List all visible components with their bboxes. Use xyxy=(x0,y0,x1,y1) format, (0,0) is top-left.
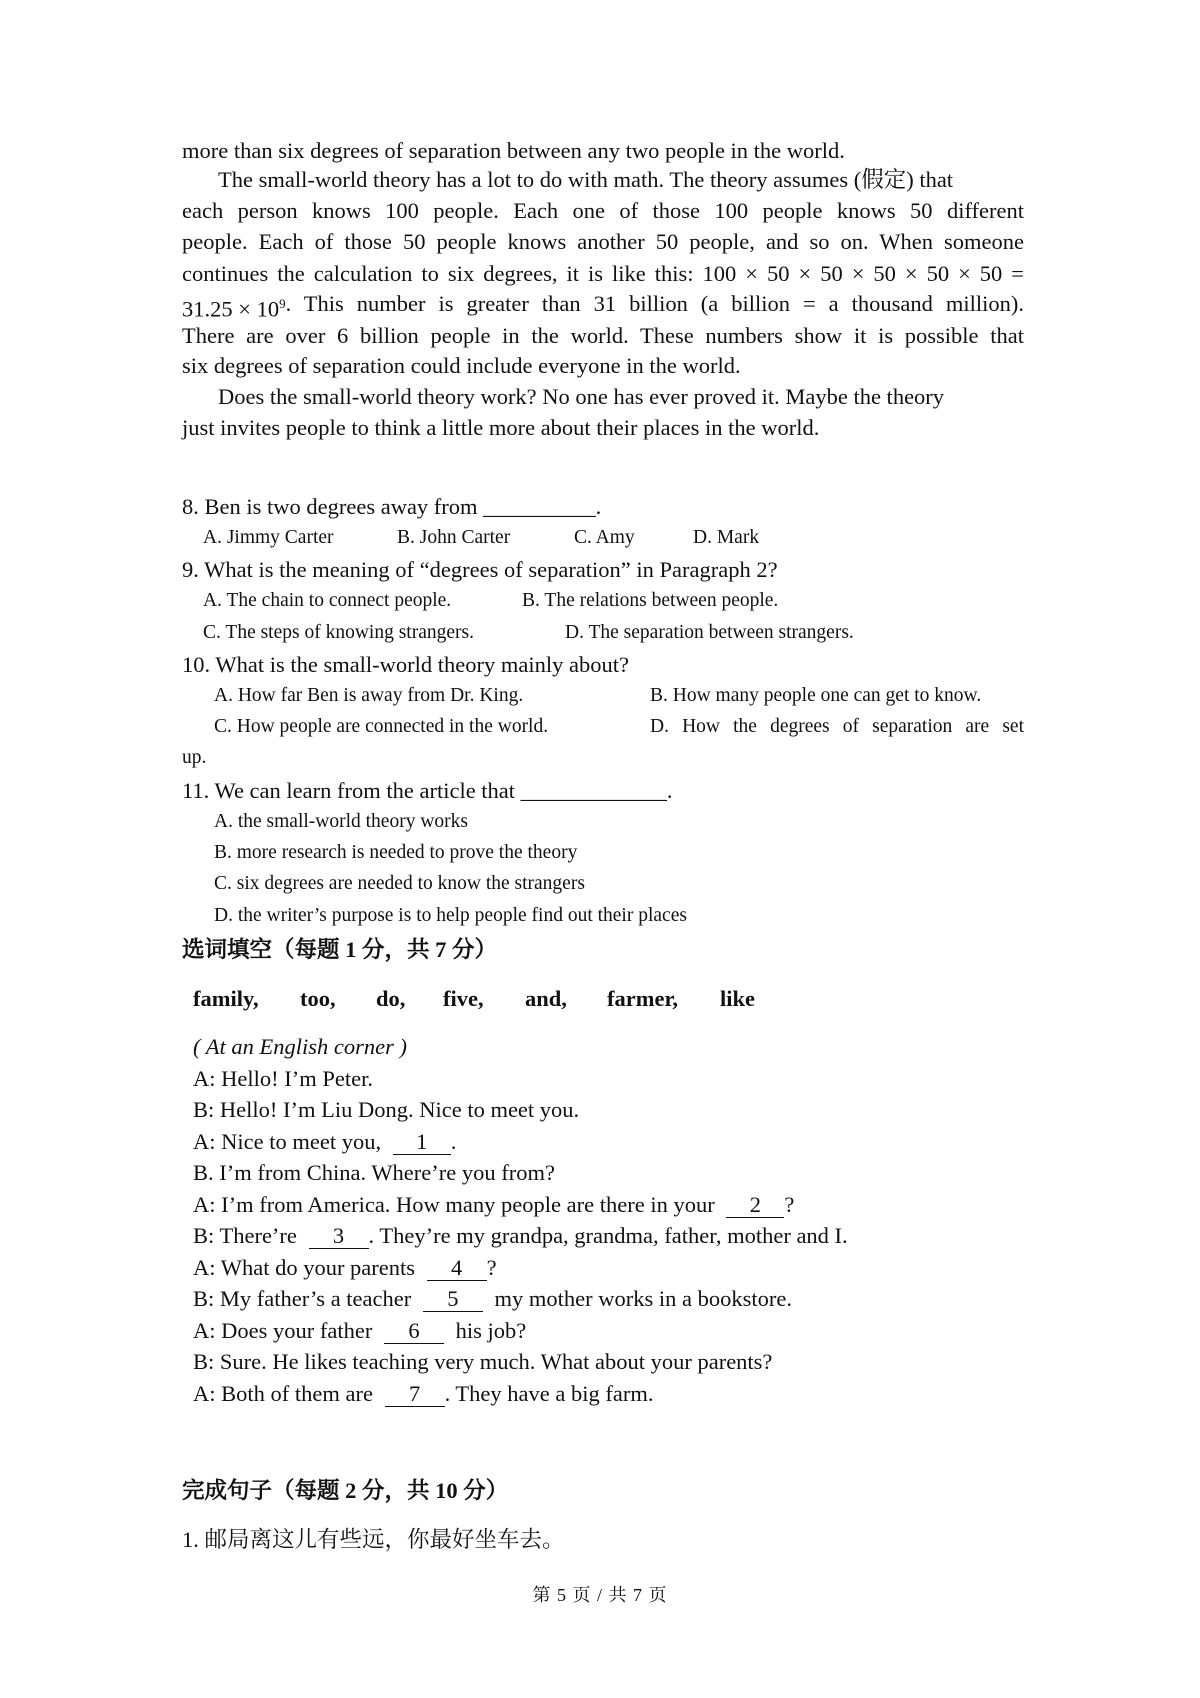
option: A. The chain to connect people. xyxy=(203,590,452,611)
word-bank-item: five, xyxy=(443,986,484,1011)
word-bank-item: family, xyxy=(193,986,259,1011)
section-heading: 完成句子（每题 2 分，共 10 分） xyxy=(182,1478,509,1503)
option: C. six degrees are needed to know the strangers xyxy=(214,873,585,894)
answer-blank[interactable]: 3 xyxy=(309,1224,369,1249)
dialogue-context: ( At an English corner ) xyxy=(193,1034,407,1059)
passage-line: Does the small-world theory work? No one has ever proved it. Maybe the theory xyxy=(218,384,945,409)
dialogue-line: B. I’m from China. Where’re you from? xyxy=(193,1160,555,1185)
option: D. the writer’s purpose is to help people find out their places xyxy=(214,905,687,926)
answer-blank[interactable]: 2 xyxy=(726,1193,784,1218)
option: B. John Carter xyxy=(397,527,511,548)
dialogue-line: B: Hello! I’m Liu Dong. Nice to meet you. xyxy=(193,1097,580,1122)
option: A. Jimmy Carter xyxy=(203,527,334,548)
answer-blank[interactable]: 4 xyxy=(427,1256,487,1281)
dialogue-line: A: Hello! I’m Peter. xyxy=(193,1066,373,1091)
passage-line: people. Each of those 50 people knows another 50 people, and so on. When someone xyxy=(182,229,1024,254)
option: D. The separation between strangers. xyxy=(565,622,854,643)
option: A. the small-world theory works xyxy=(214,811,468,832)
question-stem: 10. What is the small-world theory mainly about? xyxy=(182,652,629,677)
dialogue-line: A: I’m from America. How many people are there in your 2 ? xyxy=(193,1192,795,1217)
option: D. Mark xyxy=(693,527,760,548)
word-bank-item: and, xyxy=(525,986,567,1011)
dialogue-line: A: What do your parents 4 ? xyxy=(193,1255,497,1280)
word-bank-item: like xyxy=(720,986,756,1011)
passage-line: six degrees of separation could include everyone in the world. xyxy=(182,353,741,378)
passage-line: continues the calculation to six degrees, it is like this: 100 × 50 × 50 × 50 × 50 × 50 = xyxy=(182,261,1024,286)
option: B. The relations between people. xyxy=(522,590,779,611)
passage-line: more than six degrees of separation between any two people in the world. xyxy=(182,138,845,163)
option: C. How people are connected in the world. xyxy=(214,716,549,737)
passage-math: $31.25 \times 10^9$ xyxy=(182,296,286,322)
passage-line: There are over 6 billion people in the world. These numbers show it is possible that xyxy=(182,323,1024,348)
dialogue-line: B: There’re 3 . They’re my grandpa, grandma, father, mother and I. xyxy=(193,1223,848,1248)
question-stem: 9. What is the meaning of “degrees of separation” in Paragraph 2? xyxy=(182,557,778,582)
page-footer: 第 5 页 / 共 7 页 xyxy=(532,1585,668,1605)
option-continuation: up. xyxy=(182,747,207,768)
answer-blank[interactable]: 7 xyxy=(385,1382,445,1407)
sentence-item: 1. 邮局离这儿有些远，你最好坐车去。 xyxy=(182,1527,565,1552)
passage-line: just invites people to think a little more about their places in the world. xyxy=(182,415,820,440)
dialogue-line: B: Sure. He likes teaching very much. What about your parents? xyxy=(193,1349,773,1374)
option: C. The steps of knowing strangers. xyxy=(203,622,474,643)
answer-blank[interactable]: 1 xyxy=(393,1130,451,1155)
answer-blank[interactable]: 6 xyxy=(384,1319,444,1344)
option: B. more research is needed to prove the theory xyxy=(214,842,578,863)
dialogue-line: B: My father’s a teacher 5 my mother works in a bookstore. xyxy=(193,1286,792,1311)
question-stem: 11. We can learn from the article that _____________. xyxy=(182,778,673,803)
word-bank-item: do, xyxy=(376,986,406,1011)
dialogue-line: A: Both of them are 7 . They have a big farm. xyxy=(193,1381,654,1406)
option: A. How far Ben is away from Dr. King. xyxy=(214,685,524,706)
passage-line: each person knows 100 people. Each one of those 100 people knows 50 different xyxy=(182,198,1024,223)
option: B. How many people one can get to know. xyxy=(650,685,982,706)
passage-text: . This number is greater than 31 billion (a billion = a thousand million). xyxy=(285,291,1024,316)
word-bank-item: farmer, xyxy=(607,986,679,1011)
section-heading: 选词填空（每题 1 分，共 7 分） xyxy=(182,937,498,962)
passage-line: The small-world theory has a lot to do with math. The theory assumes (假定) that xyxy=(218,167,954,192)
option: D. How the degrees of separation are set xyxy=(650,716,1024,737)
question-stem: 8. Ben is two degrees away from __________. xyxy=(182,494,602,519)
answer-blank[interactable]: 5 xyxy=(423,1287,483,1312)
word-bank-item: too, xyxy=(300,986,336,1011)
option: C. Amy xyxy=(574,527,635,548)
dialogue-line: A: Nice to meet you, 1 . xyxy=(193,1129,457,1154)
dialogue-line: A: Does your father 6 his job? xyxy=(193,1318,527,1343)
